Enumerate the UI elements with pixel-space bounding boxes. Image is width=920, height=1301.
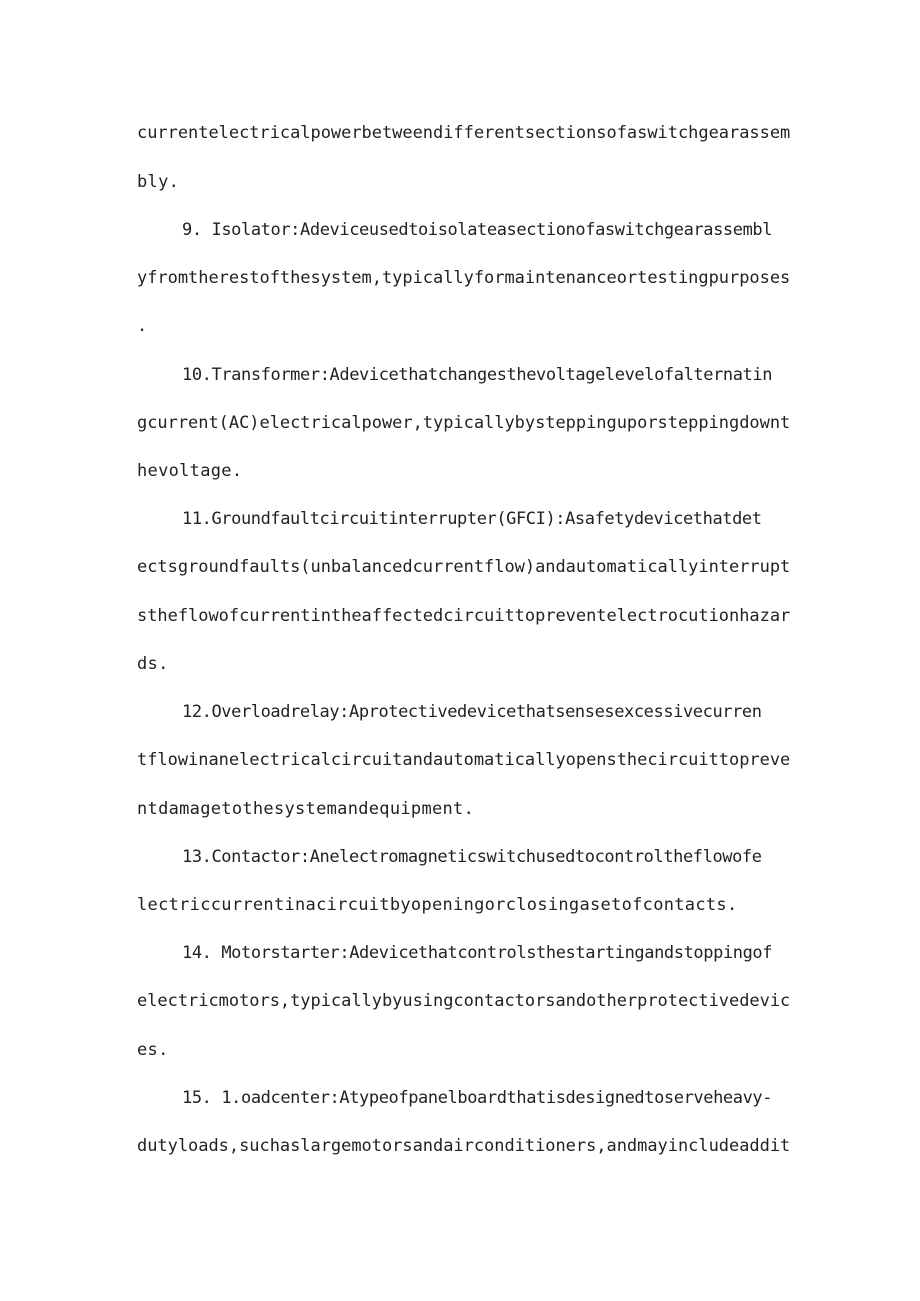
text-line: ntdamagetothesystemandequipment. bbox=[137, 799, 475, 819]
text-line: electricmotors,typicallybyusingcontactorsandotherprotectivedevic bbox=[137, 991, 791, 1011]
list-item-9-line: 9. Isolator:Adeviceusedtoisolateasectionofaswitchgearassembl bbox=[182, 220, 773, 240]
list-item-14-line: 14. Motorstarter:Adevicethatcontrolsthestartingandstoppingof bbox=[182, 943, 773, 963]
text-line: dutyloads,suchaslargemotorsandairconditioners,andmayincludeaddit bbox=[137, 1136, 791, 1156]
text-line: lectriccurrentinacircuitbyopeningorclosingasetofcontacts. bbox=[137, 895, 738, 915]
text-line: ectsgroundfaults(unbalancedcurrentflow)andautomaticallyinterrupt bbox=[137, 557, 791, 577]
text-line: . bbox=[137, 316, 148, 336]
text-line: es. bbox=[137, 1040, 169, 1060]
text-line: hevoltage. bbox=[137, 461, 243, 481]
text-line: gcurrent(AC)electricalpower,typicallybysteppinguporsteppingdownt bbox=[137, 413, 791, 433]
list-item-10-line: 10.Transformer:Adevicethatchangesthevoltagelevelofalternatin bbox=[182, 365, 773, 385]
list-item-12-line: 12.Overloadrelay:Aprotectivedevicethatsensesexcessivecurren bbox=[182, 702, 762, 722]
text-line: ds. bbox=[137, 654, 169, 674]
text-line: stheflowofcurrentintheaffectedcircuittopreventelectrocutionhazar bbox=[137, 606, 791, 626]
list-item-15-line: 15. 1.oadcenter:Atypeofpanelboardthatisdesignedtoserveheavy- bbox=[182, 1088, 773, 1108]
text-line: bly. bbox=[137, 172, 180, 192]
list-item-13-line: 13.Contactor:Anelectromagneticswitchusedtocontroltheflowofe bbox=[182, 847, 762, 867]
text-line: tflowinanelectricalcircuitandautomaticallyopensthecircuittopreve bbox=[137, 750, 791, 770]
list-item-11-line: 11.Groundfaultcircuitinterrupter(GFCI):Asafetydevicethatdet bbox=[182, 509, 762, 529]
text-line: yfromtherestofthesystem,typicallyformaintenanceortestingpurposes bbox=[137, 268, 791, 288]
text-line: currentelectricalpowerbetweendifferentsectionsofaswitchgearassem bbox=[137, 123, 791, 143]
